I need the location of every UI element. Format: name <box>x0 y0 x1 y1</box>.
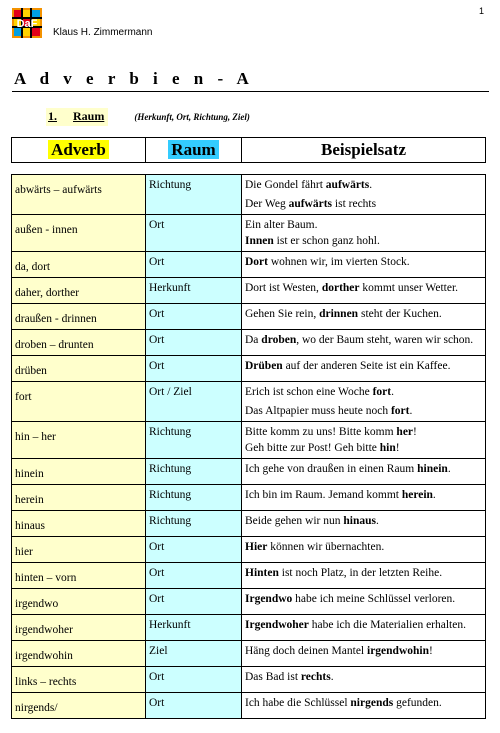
sentence-text: Gehen Sie rein, <box>245 308 320 320</box>
sentence-text: Das Bad ist <box>245 671 301 683</box>
raum-cell: Ort <box>146 330 242 356</box>
highlighted-adverb: herein <box>401 489 433 501</box>
adverb-cell: irgendwohin <box>12 641 146 667</box>
daf-logo <box>12 8 42 38</box>
section-number: 1. <box>48 109 57 123</box>
example-sentence <box>245 487 482 503</box>
example-sentence-cell <box>242 422 486 459</box>
table-row <box>12 215 486 252</box>
example-sentence <box>245 196 482 212</box>
raum-cell: Ort <box>146 537 242 563</box>
example-sentence <box>245 358 482 374</box>
example-sentence <box>245 539 482 555</box>
sentence-text: Ich bin im Raum. Jemand kommt <box>245 489 402 501</box>
raum-cell: Richtung <box>146 511 242 537</box>
raum-cell: Ort <box>146 215 242 252</box>
sentence-text: habe ich die Materialien erhalten. <box>308 619 466 631</box>
adverb-cell: draußen - drinnen <box>12 304 146 330</box>
example-sentence-cell <box>242 693 486 719</box>
highlighted-adverb: fort <box>390 405 410 417</box>
adverb-table <box>11 174 486 719</box>
sentence-text: ! <box>429 645 433 657</box>
raum-cell: Ort <box>146 356 242 382</box>
example-sentence-cell <box>242 641 486 667</box>
adverb-cell: irgendwo <box>12 589 146 615</box>
sentence-text: Bitte komm zu uns! Bitte komm <box>245 426 397 438</box>
header-adverb: Adverb <box>48 140 109 159</box>
highlighted-adverb: her <box>396 426 414 438</box>
author-name: Klaus H. Zimmermann <box>53 27 153 38</box>
raum-cell: Ort <box>146 252 242 278</box>
adverb-cell: abwärts – aufwärts <box>12 175 146 215</box>
sentence-text: Häng doch deinen Mantel <box>245 645 367 657</box>
example-sentence-cell <box>242 356 486 382</box>
example-sentence-cell <box>242 563 486 589</box>
highlighted-adverb: Hier <box>245 541 268 553</box>
example-sentence <box>245 513 482 529</box>
sentence-text: . <box>447 463 451 475</box>
column-header-table <box>11 137 486 163</box>
example-sentence-cell <box>242 459 486 485</box>
table-row <box>12 615 486 641</box>
sentence-text: Geh bitte zur Post! Geh bitte <box>245 442 380 454</box>
table-row <box>12 459 486 485</box>
raum-cell: Richtung <box>146 459 242 485</box>
adverb-cell: links – rechts <box>12 667 146 693</box>
table-row <box>12 667 486 693</box>
example-sentence <box>245 461 482 477</box>
example-sentence <box>245 332 482 348</box>
example-sentence <box>245 233 482 249</box>
example-sentence-cell <box>242 615 486 641</box>
example-sentence <box>245 306 482 322</box>
example-sentence-cell <box>242 330 486 356</box>
adverb-cell: hinaus <box>12 511 146 537</box>
sentence-text: . <box>391 386 394 398</box>
adverb-cell: nirgends/ <box>12 693 146 719</box>
adverb-cell: herein <box>12 485 146 511</box>
raum-cell: Richtung <box>146 422 242 459</box>
table-row <box>12 693 486 719</box>
sentence-text: Beide gehen wir nun <box>245 515 344 527</box>
example-sentence <box>245 424 482 440</box>
table-row <box>12 382 486 422</box>
header-beispielsatz-cell <box>242 138 486 163</box>
logo-text: DaF <box>16 18 38 30</box>
sentence-text: kommt unser Wetter. <box>359 282 459 294</box>
sentence-text: Ein alter Baum. <box>245 219 318 231</box>
highlighted-adverb: fort <box>372 386 392 398</box>
highlighted-adverb: Irgendwo <box>245 593 293 605</box>
highlighted-adverb: Innen <box>245 235 274 247</box>
example-sentence-cell <box>242 215 486 252</box>
sentence-text: Das Altpapier muss heute noch <box>245 405 391 417</box>
adverb-cell: hinten – vorn <box>12 563 146 589</box>
example-sentence <box>245 254 482 270</box>
sentence-text: Dort ist Westen, <box>245 282 322 294</box>
sentence-text: ist rechts <box>332 198 377 210</box>
table-row <box>12 563 486 589</box>
highlighted-adverb: nirgends <box>350 697 394 709</box>
highlighted-adverb: irgendwohin <box>367 645 429 657</box>
example-sentence <box>245 280 482 296</box>
table-row <box>12 641 486 667</box>
highlighted-adverb: Dort <box>245 256 268 268</box>
sentence-text: Da <box>245 334 262 346</box>
highlighted-adverb: droben <box>261 334 297 346</box>
example-sentence <box>245 440 482 456</box>
example-sentence-cell <box>242 537 486 563</box>
example-sentence-cell <box>242 175 486 215</box>
sentence-text: auf der anderen Seite ist ein Kaffee. <box>282 360 451 372</box>
adverb-cell: droben – drunten <box>12 330 146 356</box>
adverb-table-body <box>12 175 486 719</box>
table-row <box>12 278 486 304</box>
example-sentence-cell <box>242 304 486 330</box>
highlighted-adverb: rechts <box>300 671 331 683</box>
highlighted-adverb: hinaus <box>343 515 376 527</box>
table-row <box>12 175 486 215</box>
example-sentence-cell <box>242 589 486 615</box>
sentence-text: . <box>409 405 413 417</box>
adverb-cell: hier <box>12 537 146 563</box>
raum-cell: Ziel <box>146 641 242 667</box>
highlighted-adverb: Irgendwoher <box>245 619 309 631</box>
header-raum-cell <box>146 138 242 163</box>
sentence-text: ! <box>413 426 417 438</box>
page-number: 1 <box>478 6 484 16</box>
sentence-text: . <box>432 489 436 501</box>
raum-cell: Herkunft <box>146 278 242 304</box>
adverb-cell: hinein <box>12 459 146 485</box>
example-sentence <box>245 217 482 233</box>
raum-cell: Richtung <box>146 175 242 215</box>
example-sentence <box>245 591 482 607</box>
raum-cell: Ort <box>146 304 242 330</box>
highlighted-adverb: hin <box>379 442 396 454</box>
example-sentence <box>245 669 482 685</box>
example-sentence-cell <box>242 382 486 422</box>
title-rule <box>12 91 489 92</box>
section-label-box <box>46 108 108 126</box>
table-row <box>12 511 486 537</box>
table-row <box>12 330 486 356</box>
page-title: A d v e r b i e n - A <box>14 69 254 88</box>
sentence-text: wohnen wir, im vierten Stock. <box>268 256 410 268</box>
adverb-cell: drüben <box>12 356 146 382</box>
example-sentence <box>245 695 482 711</box>
table-row <box>12 485 486 511</box>
sentence-text: ist er schon ganz hohl. <box>273 235 380 247</box>
table-row <box>12 589 486 615</box>
sentence-text: , wo der Baum steht, waren wir schon. <box>296 334 474 346</box>
example-sentence <box>245 384 482 400</box>
sentence-text: . <box>369 179 373 191</box>
highlighted-adverb: hinein <box>417 463 448 475</box>
example-sentence-cell <box>242 485 486 511</box>
sentence-text: . <box>330 671 334 683</box>
example-sentence-cell <box>242 667 486 693</box>
sentence-text: Die Gondel fährt <box>245 179 326 191</box>
section-heading <box>46 108 250 126</box>
highlighted-adverb: aufwärts <box>288 198 333 210</box>
raum-cell: Ort <box>146 589 242 615</box>
table-row <box>12 252 486 278</box>
header-beispielsatz: Beispielsatz <box>321 140 406 159</box>
sentence-text: ist noch Platz, in der letzten Reihe. <box>278 567 443 579</box>
sentence-text: Ich habe die Schlüssel <box>245 697 351 709</box>
highlighted-adverb: dorther <box>321 282 360 294</box>
example-sentence-cell <box>242 278 486 304</box>
raum-cell: Richtung <box>146 485 242 511</box>
sentence-text: Ich gehe von draußen in einen Raum <box>245 463 418 475</box>
table-row <box>12 304 486 330</box>
sentence-text: steht der Kuchen. <box>358 308 442 320</box>
header-adverb-cell <box>12 138 146 163</box>
sentence-text: können wir übernachten. <box>267 541 385 553</box>
adverb-cell: irgendwoher <box>12 615 146 641</box>
raum-cell: Herkunft <box>146 615 242 641</box>
highlighted-adverb: aufwärts <box>325 179 370 191</box>
raum-cell: Ort <box>146 563 242 589</box>
adverb-cell: daher, dorther <box>12 278 146 304</box>
sentence-text: gefunden. <box>393 697 442 709</box>
example-sentence <box>245 643 482 659</box>
highlighted-adverb: drinnen <box>319 308 359 320</box>
example-sentence <box>245 617 482 633</box>
adverb-cell: fort <box>12 382 146 422</box>
example-sentence-cell <box>242 252 486 278</box>
example-sentence <box>245 565 482 581</box>
highlighted-adverb: Hinten <box>245 567 279 579</box>
sentence-text: habe ich meine Schlüssel verloren. <box>292 593 456 605</box>
table-row <box>12 356 486 382</box>
example-sentence <box>245 177 482 193</box>
example-sentence-cell <box>242 511 486 537</box>
section-label: Raum <box>73 109 105 123</box>
adverb-cell: da, dort <box>12 252 146 278</box>
raum-cell: Ort <box>146 693 242 719</box>
adverb-cell: hin – her <box>12 422 146 459</box>
table-row <box>12 537 486 563</box>
section-subtitle: (Herkunft, Ort, Richtung, Ziel) <box>134 112 250 122</box>
highlighted-adverb: Drüben <box>245 360 283 372</box>
raum-cell: Ort <box>146 667 242 693</box>
sentence-text: Erich ist schon eine Woche <box>245 386 373 398</box>
sentence-text: ! <box>395 442 400 454</box>
example-sentence <box>245 403 482 419</box>
table-row <box>12 422 486 459</box>
adverb-cell: außen - innen <box>12 215 146 252</box>
header-raum: Raum <box>168 140 218 159</box>
sentence-text: Der Weg <box>245 198 289 210</box>
raum-cell: Ort / Ziel <box>146 382 242 422</box>
sentence-text: . <box>375 515 379 527</box>
